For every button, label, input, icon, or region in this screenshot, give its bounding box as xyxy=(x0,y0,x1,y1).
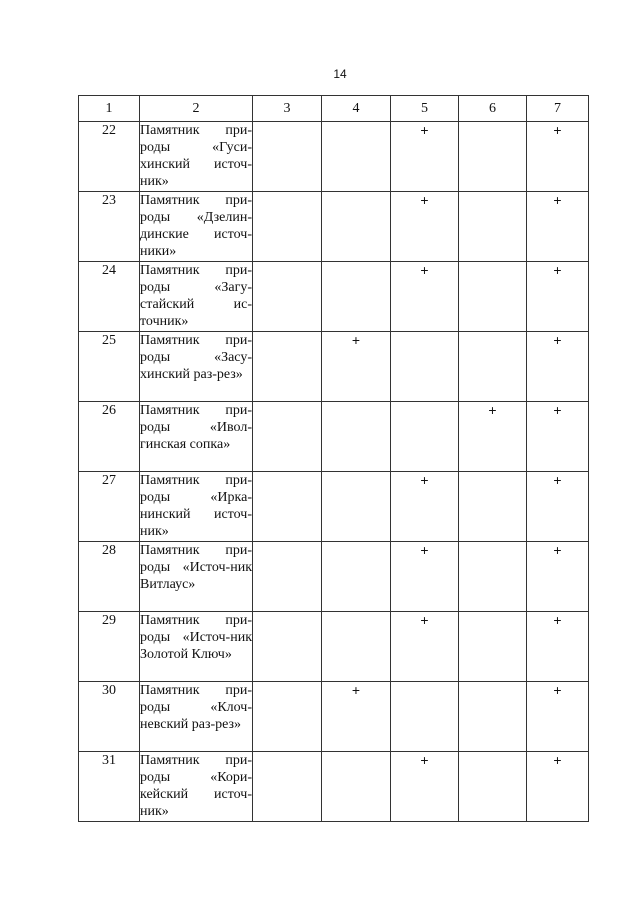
plus-mark: + xyxy=(553,332,562,348)
row-number-cell: 22 xyxy=(79,122,140,192)
row-number-cell: 29 xyxy=(79,612,140,682)
mark-cell-3 xyxy=(253,122,322,192)
mark-cell-3 xyxy=(253,542,322,612)
mark-cell-5 xyxy=(391,192,459,262)
mark-cell-7 xyxy=(527,332,589,402)
mark-cell-6 xyxy=(459,122,527,192)
table-row xyxy=(79,402,589,472)
mark-cell-4 xyxy=(322,192,391,262)
monument-name-cell: Памятник при-роды «Гуси-хинский источ-ник» xyxy=(140,122,253,192)
row-number-cell: 30 xyxy=(79,682,140,752)
mark-cell-5 xyxy=(391,542,459,612)
row-number-cell: 24 xyxy=(79,262,140,332)
header-cell-4: 4 xyxy=(322,96,391,122)
mark-cell-6 xyxy=(459,752,527,822)
table-row xyxy=(79,332,589,402)
mark-cell-3 xyxy=(253,752,322,822)
mark-cell-3 xyxy=(253,192,322,262)
mark-cell-7 xyxy=(527,122,589,192)
monument-name-cell: Памятник при-роды «Клоч-невский раз-рез» xyxy=(140,682,253,752)
row-number-cell: 27 xyxy=(79,472,140,542)
table-row xyxy=(79,682,589,752)
mark-cell-5 xyxy=(391,262,459,332)
table-row xyxy=(79,542,589,612)
mark-cell-6 xyxy=(459,612,527,682)
header-cell-5: 5 xyxy=(391,96,459,122)
plus-mark: + xyxy=(553,472,562,488)
plus-mark: + xyxy=(553,262,562,278)
mark-cell-5 xyxy=(391,472,459,542)
monument-name-cell: Памятник при-роды «Источ-ник Витлаус» xyxy=(140,542,253,612)
table-row xyxy=(79,192,589,262)
mark-cell-6 xyxy=(459,682,527,752)
mark-cell-4 xyxy=(322,122,391,192)
mark-cell-7 xyxy=(527,402,589,472)
mark-cell-4 xyxy=(322,752,391,822)
plus-mark: + xyxy=(553,402,562,418)
plus-mark: + xyxy=(420,122,429,138)
plus-mark: + xyxy=(420,472,429,488)
monument-name-cell: Памятник при-роды «Засу-хинский раз-рез» xyxy=(140,332,253,402)
table-row xyxy=(79,122,589,192)
table-row xyxy=(79,262,589,332)
plus-mark: + xyxy=(420,192,429,208)
plus-mark: + xyxy=(553,682,562,698)
mark-cell-3 xyxy=(253,332,322,402)
mark-cell-7 xyxy=(527,262,589,332)
row-number-cell: 28 xyxy=(79,542,140,612)
plus-mark: + xyxy=(420,262,429,278)
page-number: 14 xyxy=(333,67,347,81)
mark-cell-5 xyxy=(391,752,459,822)
row-number-cell: 26 xyxy=(79,402,140,472)
monument-name-cell: Памятник при-роды «Источ-ник Золотой Ключ» xyxy=(140,612,253,682)
mark-cell-3 xyxy=(253,402,322,472)
monument-name-cell: Памятник при-роды «Ивол-гинская сопка» xyxy=(140,402,253,472)
header-cell-1: 1 xyxy=(79,96,140,122)
plus-mark: + xyxy=(351,332,361,348)
mark-cell-4 xyxy=(322,332,391,402)
mark-cell-4 xyxy=(322,542,391,612)
mark-cell-7 xyxy=(527,612,589,682)
plus-mark: + xyxy=(553,122,562,138)
mark-cell-7 xyxy=(527,192,589,262)
mark-cell-4 xyxy=(322,612,391,682)
mark-cell-6 xyxy=(459,332,527,402)
mark-cell-3 xyxy=(253,612,322,682)
monument-name-cell: Памятник при-роды «Ирка-нинский источ-ник» xyxy=(140,472,253,542)
mark-cell-6 xyxy=(459,402,527,472)
table-header-row xyxy=(79,96,589,122)
mark-cell-3 xyxy=(253,682,322,752)
plus-mark: + xyxy=(420,752,429,768)
mark-cell-5 xyxy=(391,332,459,402)
mark-cell-7 xyxy=(527,472,589,542)
table-row xyxy=(79,752,589,822)
mark-cell-5 xyxy=(391,682,459,752)
row-number-cell: 23 xyxy=(79,192,140,262)
plus-mark: + xyxy=(351,682,361,698)
plus-mark: + xyxy=(420,612,429,628)
mark-cell-4 xyxy=(322,682,391,752)
mark-cell-4 xyxy=(322,472,391,542)
mark-cell-6 xyxy=(459,262,527,332)
mark-cell-6 xyxy=(459,542,527,612)
row-number-cell: 31 xyxy=(79,752,140,822)
mark-cell-5 xyxy=(391,122,459,192)
row-number-cell: 25 xyxy=(79,332,140,402)
mark-cell-5 xyxy=(391,612,459,682)
natural-monuments-table xyxy=(78,95,589,822)
mark-cell-6 xyxy=(459,192,527,262)
mark-cell-7 xyxy=(527,542,589,612)
plus-mark: + xyxy=(553,192,562,208)
header-cell-2: 2 xyxy=(140,96,253,122)
mark-cell-7 xyxy=(527,682,589,752)
plus-mark: + xyxy=(553,752,562,768)
plus-mark: + xyxy=(553,612,562,628)
plus-mark: + xyxy=(553,542,562,558)
header-cell-6: 6 xyxy=(459,96,527,122)
mark-cell-3 xyxy=(253,262,322,332)
mark-cell-4 xyxy=(322,262,391,332)
table-row xyxy=(79,472,589,542)
plus-mark: + xyxy=(488,402,497,418)
mark-cell-3 xyxy=(253,472,322,542)
mark-cell-4 xyxy=(322,402,391,472)
mark-cell-5 xyxy=(391,402,459,472)
table-row xyxy=(79,612,589,682)
header-cell-3: 3 xyxy=(253,96,322,122)
mark-cell-7 xyxy=(527,752,589,822)
header-cell-7: 7 xyxy=(527,96,589,122)
monument-name-cell: Памятник при-роды «Загу-стайский ис-точник» xyxy=(140,262,253,332)
monument-name-cell: Памятник при-роды «Кори-кейский источ-ник» xyxy=(140,752,253,822)
monument-name-cell: Памятник при-роды «Дзелин-динские источ-ники» xyxy=(140,192,253,262)
plus-mark: + xyxy=(420,542,429,558)
mark-cell-6 xyxy=(459,472,527,542)
